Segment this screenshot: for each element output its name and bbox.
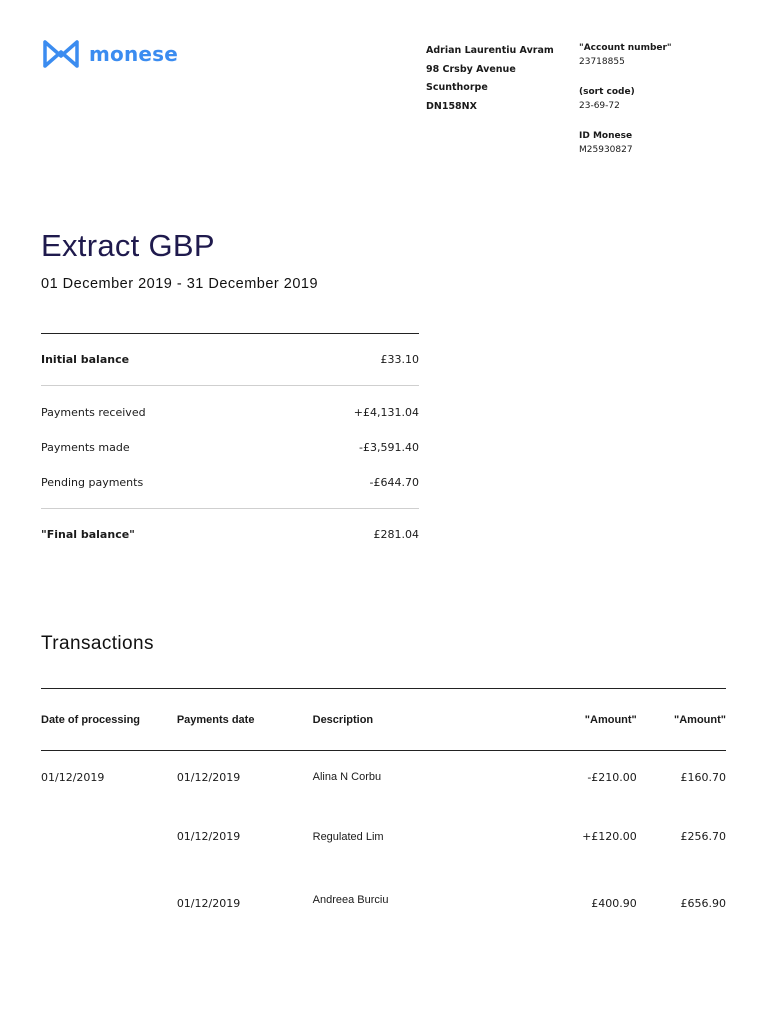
header-amount: "Amount" [584,713,637,726]
payments-received-value: +£4,131.04 [353,406,419,419]
row-payment-date: 01/12/2019 [176,770,241,784]
customer-address [426,42,554,116]
row-processing-date: 01/12/2019 [41,770,105,784]
table-row [41,751,726,803]
pending-payments-label: Pending payments [41,476,144,489]
row-amount: £400.90 [591,897,637,910]
payments-made-value: -£3,591.40 [359,441,419,454]
statement-period: 01 December 2019 - 31 December 2019 [41,276,319,292]
row-balance: £656.90 [680,897,726,910]
statement-title: Extract GBP [41,228,215,263]
transactions-table [41,688,726,937]
row-description: Andreea Burciu [312,893,389,906]
account-number-label: "Account number" [579,43,672,53]
transactions-title: Transactions [41,633,154,654]
summary-divider [41,385,419,386]
pending-payments-row [41,465,419,500]
monese-id: M25930827 [579,145,633,155]
brand-name: monese [89,42,179,66]
account-details [579,41,672,173]
payments-made-row [41,430,419,465]
monese-logo-icon [41,38,81,70]
table-body [41,751,726,937]
monese-id-label: ID Monese [579,131,633,141]
row-description: Alina N Corbu [312,771,382,783]
payments-received-label: Payments received [41,406,146,419]
initial-balance-row [41,334,419,385]
header-processing-date: Date of processing [41,713,141,726]
header-balance: "Amount" [674,713,726,726]
balance-summary [41,333,419,560]
payments-received-row [41,395,419,430]
row-balance: £160.70 [680,770,726,784]
row-amount: -£210.00 [587,770,637,784]
header-description: Description [312,713,374,726]
row-amount: +£120.00 [582,830,637,843]
customer-name: Adrian Laurentiu Avram [426,45,554,56]
brand-logo [41,38,178,70]
table-row [41,803,726,870]
row-payment-date: 01/12/2019 [176,897,241,910]
account-number: 23718855 [579,57,625,67]
initial-balance-label: Initial balance [41,353,130,366]
customer-street: 98 Crsby Avenue [426,63,516,75]
table-row [41,870,726,937]
final-balance-label: "Final balance" [41,528,135,541]
final-balance-value: £281.04 [373,528,419,541]
customer-postcode: DN158NX [426,100,477,112]
header-payment-date: Payments date [176,713,255,726]
row-description: Regulated Lim [312,830,384,843]
customer-city: Scunthorpe [426,82,488,93]
sort-code-label: (sort code) [579,87,635,97]
final-balance-row [41,509,419,560]
initial-balance-value: £33.10 [380,353,419,366]
row-balance: £256.70 [680,830,726,843]
row-payment-date: 01/12/2019 [176,830,241,843]
table-header [41,689,726,751]
pending-payments-value: -£644.70 [369,476,419,489]
payments-made-label: Payments made [41,441,130,454]
sort-code: 23-69-72 [579,101,620,111]
